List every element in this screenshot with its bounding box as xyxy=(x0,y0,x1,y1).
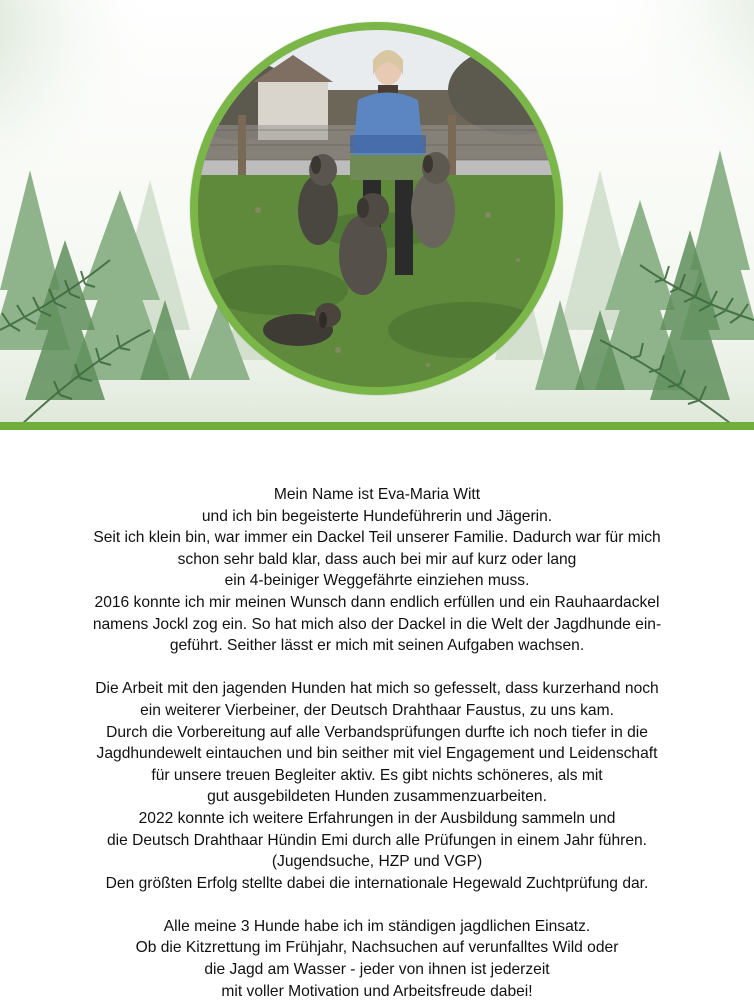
bio-line: die Jagd am Wasser - jeder von ihnen ist jederzeit xyxy=(204,961,550,979)
paragraph-gap xyxy=(0,657,754,679)
bio-line: ein 4-beiniger Weggefährte einziehen muss. xyxy=(224,572,530,590)
bio-line: schon sehr bald klar, dass auch bei mir auf kurz oder lang xyxy=(177,550,577,568)
bio-line: namens Jockl zog ein. So hat mich also der Dackel in die Welt der Jagdhunde ein- xyxy=(92,615,662,633)
bio-line: ein weiterer Vierbeiner, der Deutsch Drahthaar Faustus, zu uns kam. xyxy=(140,701,614,719)
portrait-photo-icon xyxy=(198,30,555,387)
bio-line: mit voller Motivation und Arbeitsfreude dabei! xyxy=(221,982,533,1000)
header-divider-bar xyxy=(0,422,754,430)
bio-line: Mein Name ist Eva-Maria Witt xyxy=(273,486,481,503)
portrait-photo-frame xyxy=(190,22,563,395)
bio-line: Die Arbeit mit den jagenden Hunden hat mich so gefesselt, dass kurzerhand noch xyxy=(95,680,659,698)
bio-line: Durch die Vorbereitung auf alle Verbandsprüfungen durfte ich noch tiefer in die xyxy=(106,723,648,741)
bio-line: 2016 konnte ich mir meinen Wunsch dann endlich erfüllen und ein Rauhaardackel xyxy=(94,593,660,611)
bio-line: Jagdhundewelt eintauchen und bin seither mit viel Engagement und Leidenschaft xyxy=(96,745,658,763)
bio-text xyxy=(0,484,754,1000)
bio-line: Seit ich klein bin, war immer ein Dackel Teil unserer Familie. Dadurch war für mich xyxy=(93,529,661,547)
bio-line: und ich bin begeisterte Hundeführerin und Jägerin. xyxy=(201,507,553,525)
bio-line: für unsere treuen Begleiter aktiv. Es gibt nichts schöneres, als mit xyxy=(151,766,603,784)
bio-line: Ob die Kitzrettung im Frühjahr, Nachsuchen auf verunfalltes Wild oder xyxy=(135,939,619,957)
bio-line: gut ausgebildeten Hunden zusammenzuarbeiten. xyxy=(207,788,547,806)
bio-line: 2022 konnte ich weitere Erfahrungen in der Ausbildung sammeln und xyxy=(138,809,616,827)
paragraph-gap xyxy=(0,894,754,916)
header-forest-banner xyxy=(0,0,754,426)
bio-line: geführt. Seither lässt er mich mit seinen Aufgaben wachsen. xyxy=(169,637,585,655)
bio-line: die Deutsch Drahthaar Hündin Emi durch alle Prüfungen in einem Jahr führen. xyxy=(106,831,648,849)
bio-line: (Jugendsuche, HZP und VGP) xyxy=(271,853,483,871)
bio-line: Alle meine 3 Hunde habe ich im ständigen jagdlichen Einsatz. xyxy=(163,917,591,935)
bio-line: Den größten Erfolg stellte dabei die internationale Hegewald Zuchtprüfung dar. xyxy=(105,874,649,892)
portrait-photo xyxy=(198,30,555,387)
